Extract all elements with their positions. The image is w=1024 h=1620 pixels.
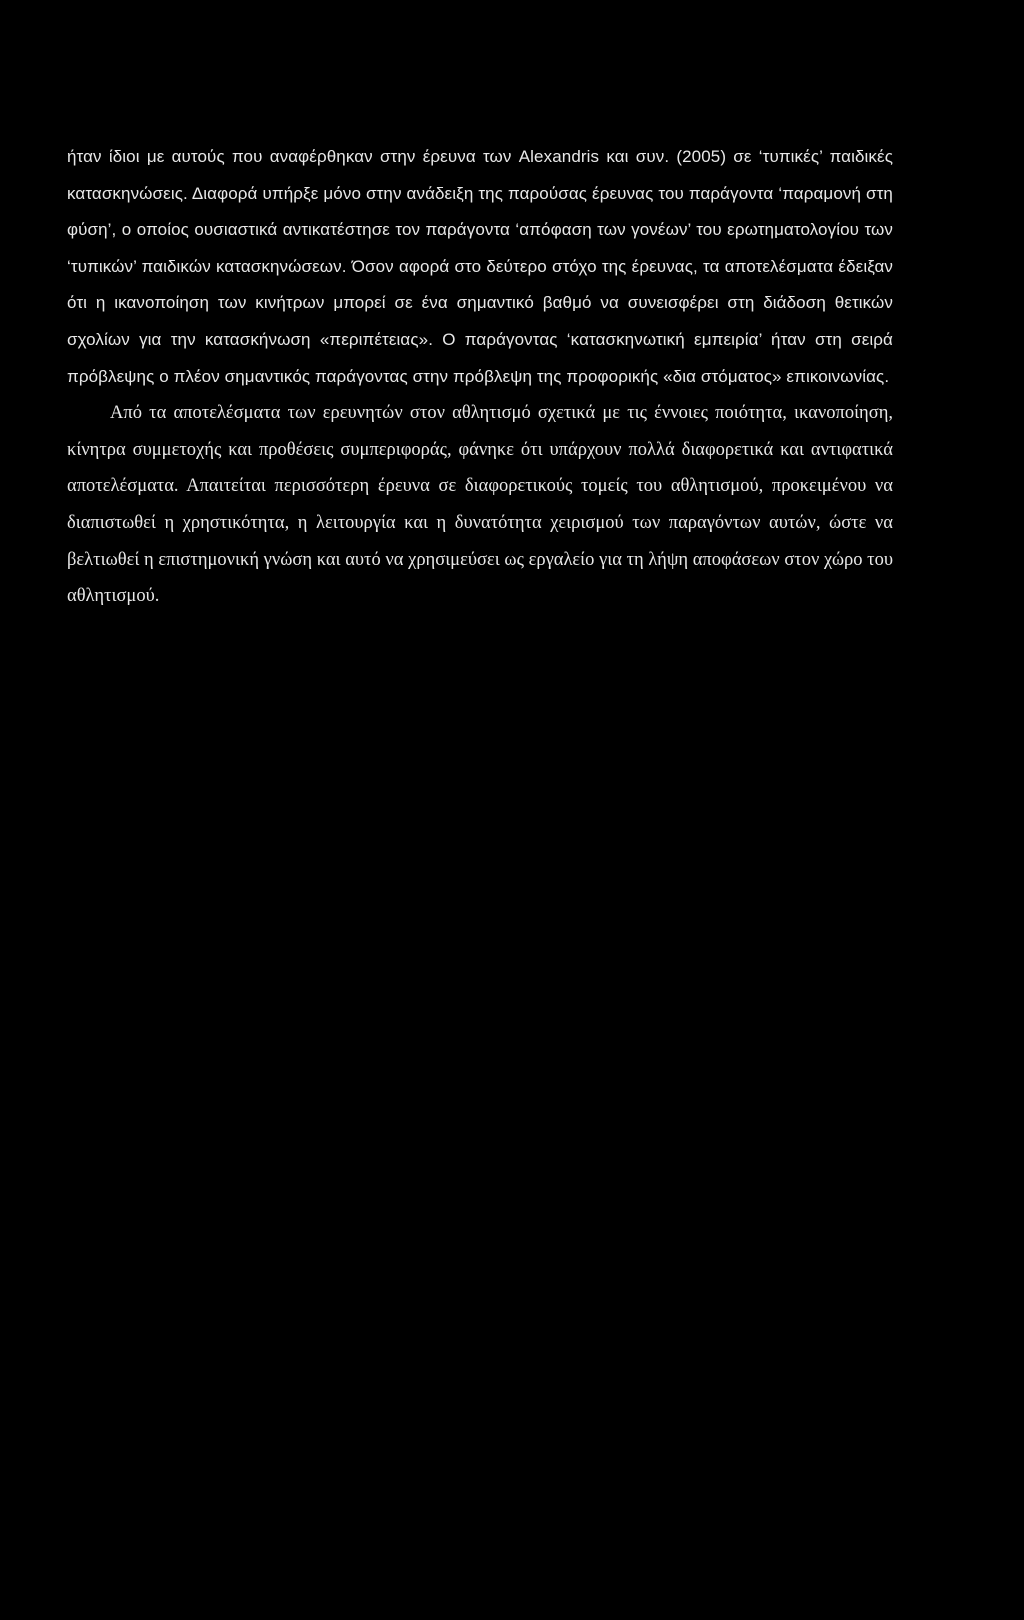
- paragraph-2-text: Από τα αποτελέσματα των ερευνητών στον αθλητισμό σχετικά με τις έννοιες ποιότητα, ικανοποίηση, κίνητρα συμμετοχής και προθέσεις συμπεριφοράς, φάνηκε ότι υπάρχουν πολλά διαφορετικά και αντιφατικά αποτελέσματα. Απαιτείται περισσότερη έρευνα σε διαφορετικούς τομείς του αθλητισμού, προκειμένου να διαπιστωθεί η χρηστικότητα, η λειτουργία και η δυνατότητα χειρισμού των παραγόντων αυτών, ώστε να βελτιωθεί η επιστημονική γνώση και αυτό να χρησιμεύσει ως εργαλείο για τη λήψη αποφάσεων στον χώρο του αθλητισμού.: [67, 403, 893, 607]
- paragraph-1-text: ήταν ίδιοι με αυτούς που αναφέρθηκαν στην έρευνα των Alexandris και συν. (2005) σε ‘τυπικές’ παιδικές κατασκηνώσεις. Διαφορά υπήρξε μόνο στην ανάδειξη της παρούσας έρευνας του παράγοντα ‘παραμονή στη φύση’, ο οποίος ουσιαστικά αντικατέστησε τον παράγοντα ‘απόφαση των γονέων’ του ερωτηματολογίου των ‘τυπικών’ παιδικών κατασκηνώσεων. Όσον αφορά στο δεύτερο στόχο της έρευνας, τα αποτελέσματα έδειξαν ότι η ικανοποίηση των κινήτρων μπορεί σε ένα σημαντικό βαθμό να συνεισφέρει στη διάδοση θετικών σχολίων για την κατασκήνωση «περιπέτειας». Ο παράγοντας ‘κατασκηνωτική εμπειρία’ ήταν στη σειρά πρόβλεψης ο πλέον σημαντικός παράγοντας στην πρόβλεψη της προφορικής «δια στόματος» επικοινωνίας.: [67, 147, 893, 386]
- paragraph-2: [67, 395, 893, 615]
- body-text: [67, 139, 893, 615]
- paragraph-1: [67, 139, 893, 395]
